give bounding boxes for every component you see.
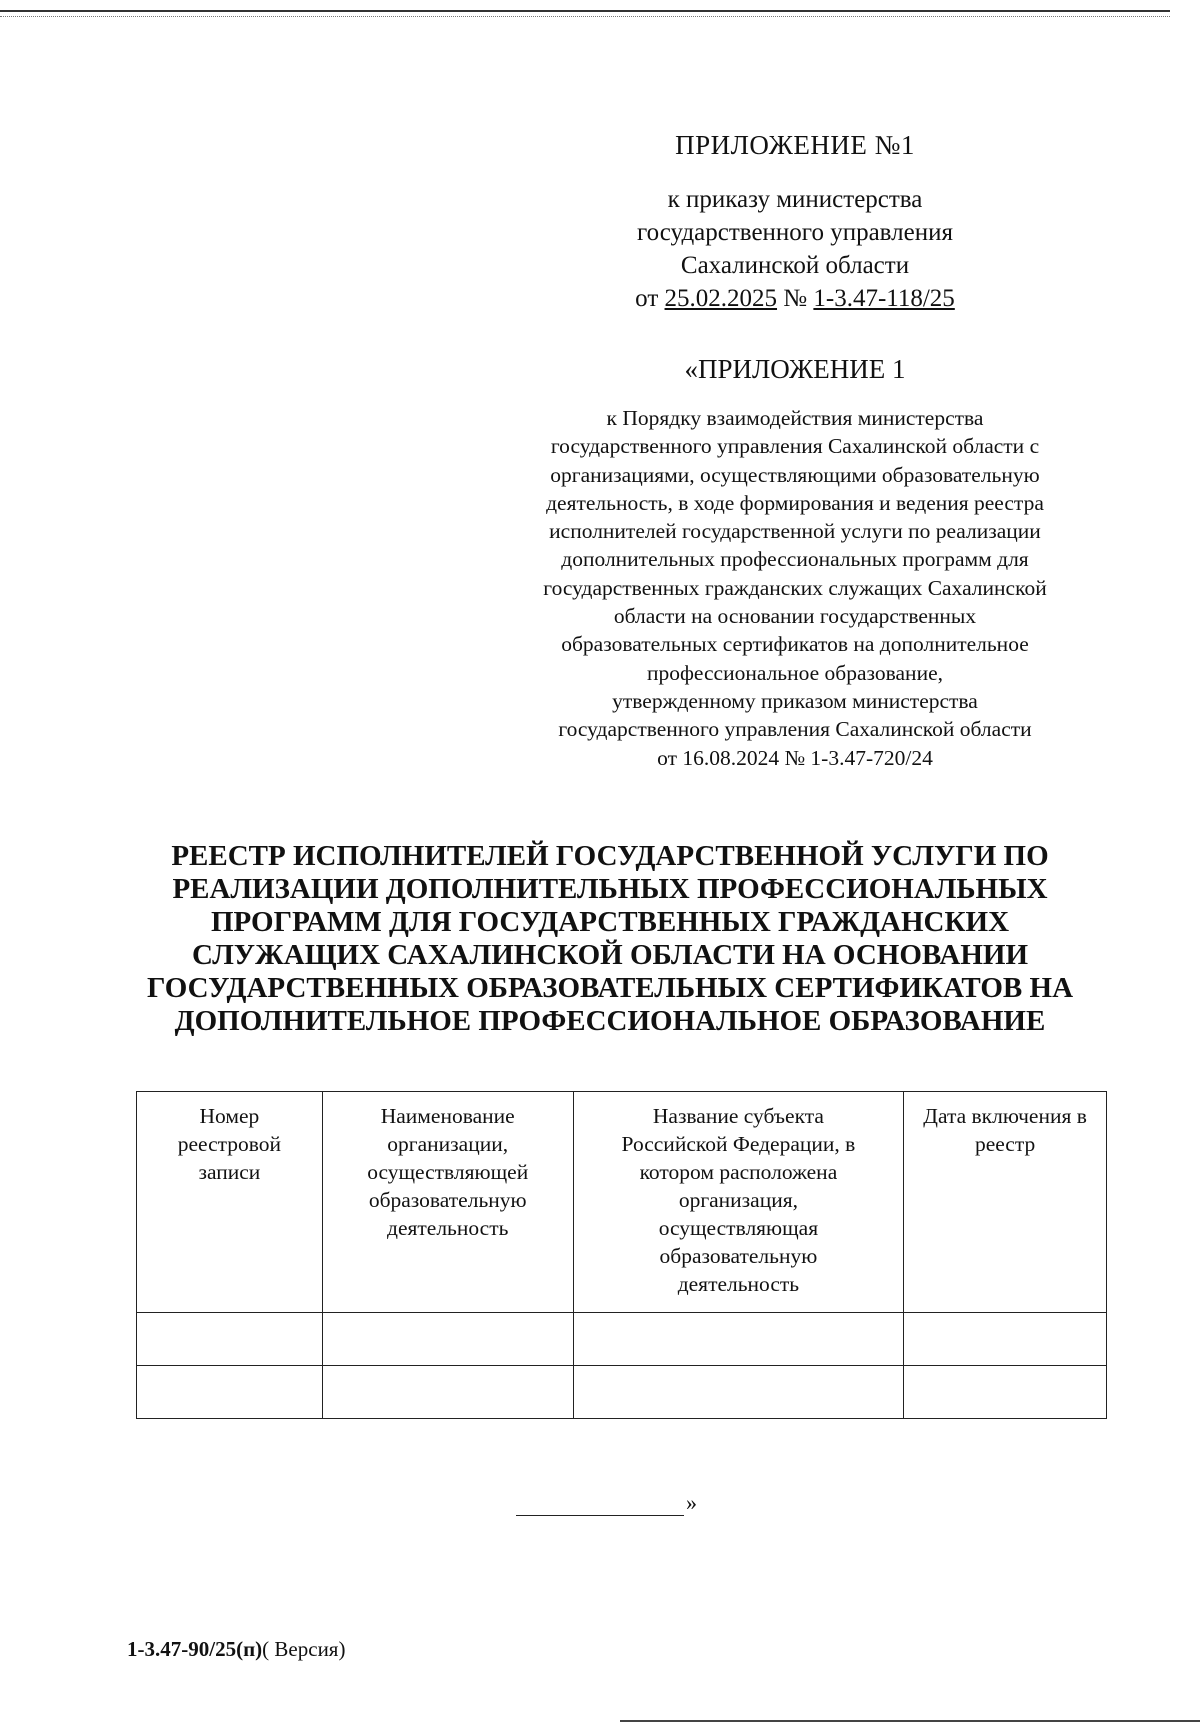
annex2-line: от 16.08.2024 № 1-3.47-720/24	[657, 745, 933, 770]
registry-title-line: СЛУЖАЩИХ САХАЛИНСКОЙ ОБЛАСТИ НА ОСНОВАНИИ	[191, 939, 1029, 971]
scan-edge-bottom	[620, 1720, 1200, 1722]
footer-document-code: 1-3.47-90/25(п)	[127, 1637, 263, 1661]
annex2-line: деятельность, в ходе формирования и ведения реестра	[546, 490, 1044, 515]
annex2-line: профессиональное образование,	[646, 660, 943, 685]
table-cell	[137, 1313, 323, 1366]
registry-title-line: ПРОГРАММ ДЛЯ ГОСУДАРСТВЕННЫХ ГРАЖДАНСКИХ	[210, 906, 1010, 938]
number-sign: №	[783, 285, 808, 312]
column-header-organization-name: Наименование организации, осуществляющей образовательную деятельность	[322, 1092, 573, 1313]
table-cell	[573, 1366, 904, 1419]
annex-line: государственного управления	[637, 219, 953, 246]
annex2-line: образовательных сертификатов на дополнительное	[561, 632, 1029, 657]
table-cell	[904, 1366, 1107, 1419]
table-cell	[322, 1313, 573, 1366]
date-prefix: от	[635, 285, 659, 312]
document-footer	[127, 1637, 345, 1662]
annex2-line: к Порядку взаимодействия министерства	[606, 406, 984, 430]
annex2-line: государственного управления Сахалинской области	[558, 717, 1032, 742]
table-row	[137, 1313, 1107, 1366]
annex-title: ПРИЛОЖЕНИЕ №1	[675, 130, 915, 160]
column-header-inclusion-date: Дата включения в реестр	[904, 1092, 1107, 1313]
annex2-line: области на основании государственных	[613, 604, 977, 629]
table-cell	[322, 1366, 573, 1419]
closing-quote: »	[686, 1490, 697, 1515]
annex-line: к приказу министерства	[667, 186, 923, 213]
table-cell	[573, 1313, 904, 1366]
annex2-procedure-reference	[505, 404, 1085, 772]
order-number: 1-3.47-118/25	[813, 285, 955, 312]
annex2-title: «ПРИЛОЖЕНИЕ 1	[684, 354, 906, 384]
scan-edge-top	[0, 10, 1170, 17]
annex-line: Сахалинской области	[680, 252, 910, 279]
annex2-line: дополнительных профессиональных программ для	[561, 547, 1029, 572]
annex-date-line	[500, 282, 1090, 315]
annex2-line: государственного управления Сахалинской области с	[550, 434, 1040, 459]
annex-order-reference	[500, 183, 1090, 315]
order-date: 25.02.2025	[664, 285, 778, 312]
column-header-region: Название субъекта Российской Федерации, в котором расположена организация, осуществляющая образовательную деятельность	[573, 1092, 904, 1313]
registry-title-line: РЕАЛИЗАЦИИ ДОПОЛНИТЕЛЬНЫХ ПРОФЕССИОНАЛЬНЫХ	[172, 873, 1048, 905]
closing-mark	[516, 1490, 697, 1516]
registry-table	[136, 1091, 1107, 1419]
registry-title	[130, 840, 1090, 1038]
closing-underline	[516, 1493, 684, 1516]
footer-version: ( Версия)	[262, 1637, 346, 1661]
column-header-record-number: Номер реестровой записи	[137, 1092, 323, 1313]
table-cell	[904, 1313, 1107, 1366]
annex2-line: утвержденному приказом министерства	[612, 688, 978, 713]
table-row	[137, 1366, 1107, 1419]
table-cell	[137, 1366, 323, 1419]
table-header-row	[137, 1092, 1107, 1313]
registry-title-line: ДОПОЛНИТЕЛЬНОЕ ПРОФЕССИОНАЛЬНОЕ ОБРАЗОВАНИЕ	[174, 1005, 1046, 1037]
annex2-line: организациями, осуществляющими образовательную	[550, 462, 1040, 487]
registry-title-line: ГОСУДАРСТВЕННЫХ ОБРАЗОВАТЕЛЬНЫХ СЕРТИФИКАТОВ НА	[146, 972, 1074, 1004]
registry-title-line: РЕЕСТР ИСПОЛНИТЕЛЕЙ ГОСУДАРСТВЕННОЙ УСЛУГИ ПО	[171, 840, 1049, 872]
annex2-line: исполнителей государственной услуги по реализации	[549, 519, 1041, 544]
annex2-line: государственных гражданских служащих Сахалинской	[543, 575, 1047, 600]
